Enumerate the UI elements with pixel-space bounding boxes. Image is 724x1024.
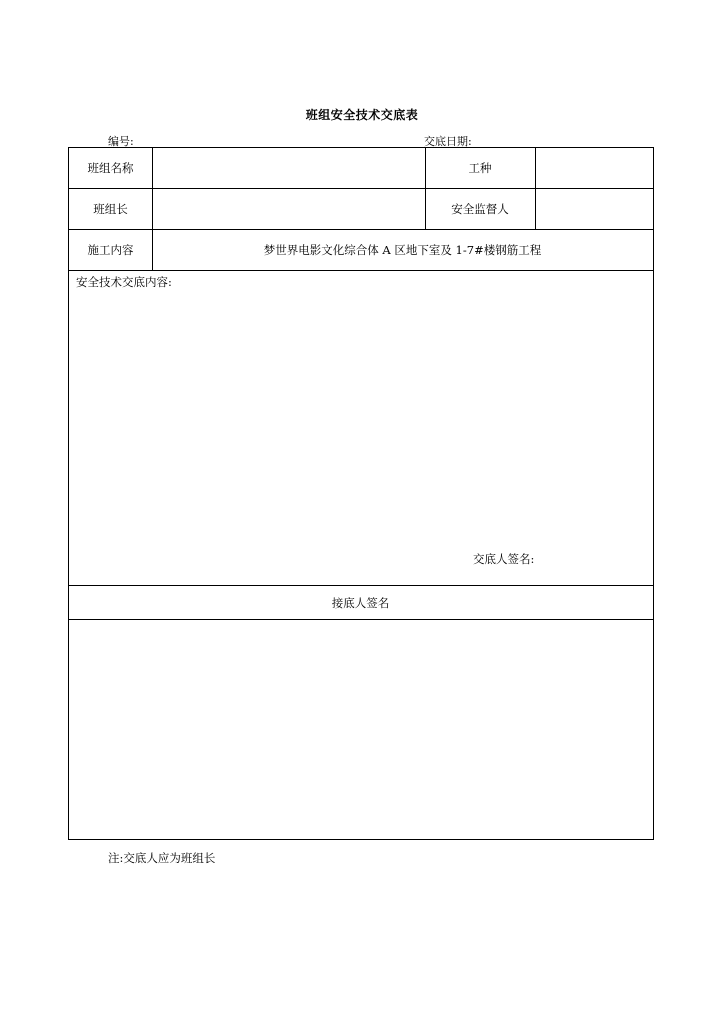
footer-note: 注:交底人应为班组长 <box>108 851 216 865</box>
briefer-signature-label: 交底人签名: <box>473 552 535 566</box>
team-leader-field[interactable] <box>153 189 425 229</box>
team-name-label: 班组名称 <box>87 161 134 175</box>
safety-briefing-content-label: 安全技术交底内容: <box>76 275 172 289</box>
form-title: 班组安全技术交底表 <box>305 108 419 122</box>
recipient-signature-label: 接底人签名 <box>331 595 390 610</box>
team-leader-label: 班组长 <box>93 202 128 216</box>
construction-content-value: 梦世界电影文化综合体 A 区地下室及 1-7#楼钢筋工程 <box>263 243 542 257</box>
team-name-field[interactable] <box>153 148 425 188</box>
safety-supervisor-label: 安全监督人 <box>451 202 509 216</box>
row-divider <box>69 270 653 271</box>
briefing-date-label: 交底日期: <box>424 135 472 148</box>
safety-supervisor-field[interactable] <box>536 189 652 229</box>
work-type-field[interactable] <box>536 148 652 188</box>
work-type-label: 工种 <box>468 161 492 175</box>
recipient-signature-area[interactable] <box>69 620 652 838</box>
safety-briefing-table <box>68 147 654 840</box>
serial-number-label: 编号: <box>108 135 134 148</box>
safety-briefing-content-area[interactable] <box>69 290 652 545</box>
construction-content-label: 施工内容 <box>87 243 134 257</box>
